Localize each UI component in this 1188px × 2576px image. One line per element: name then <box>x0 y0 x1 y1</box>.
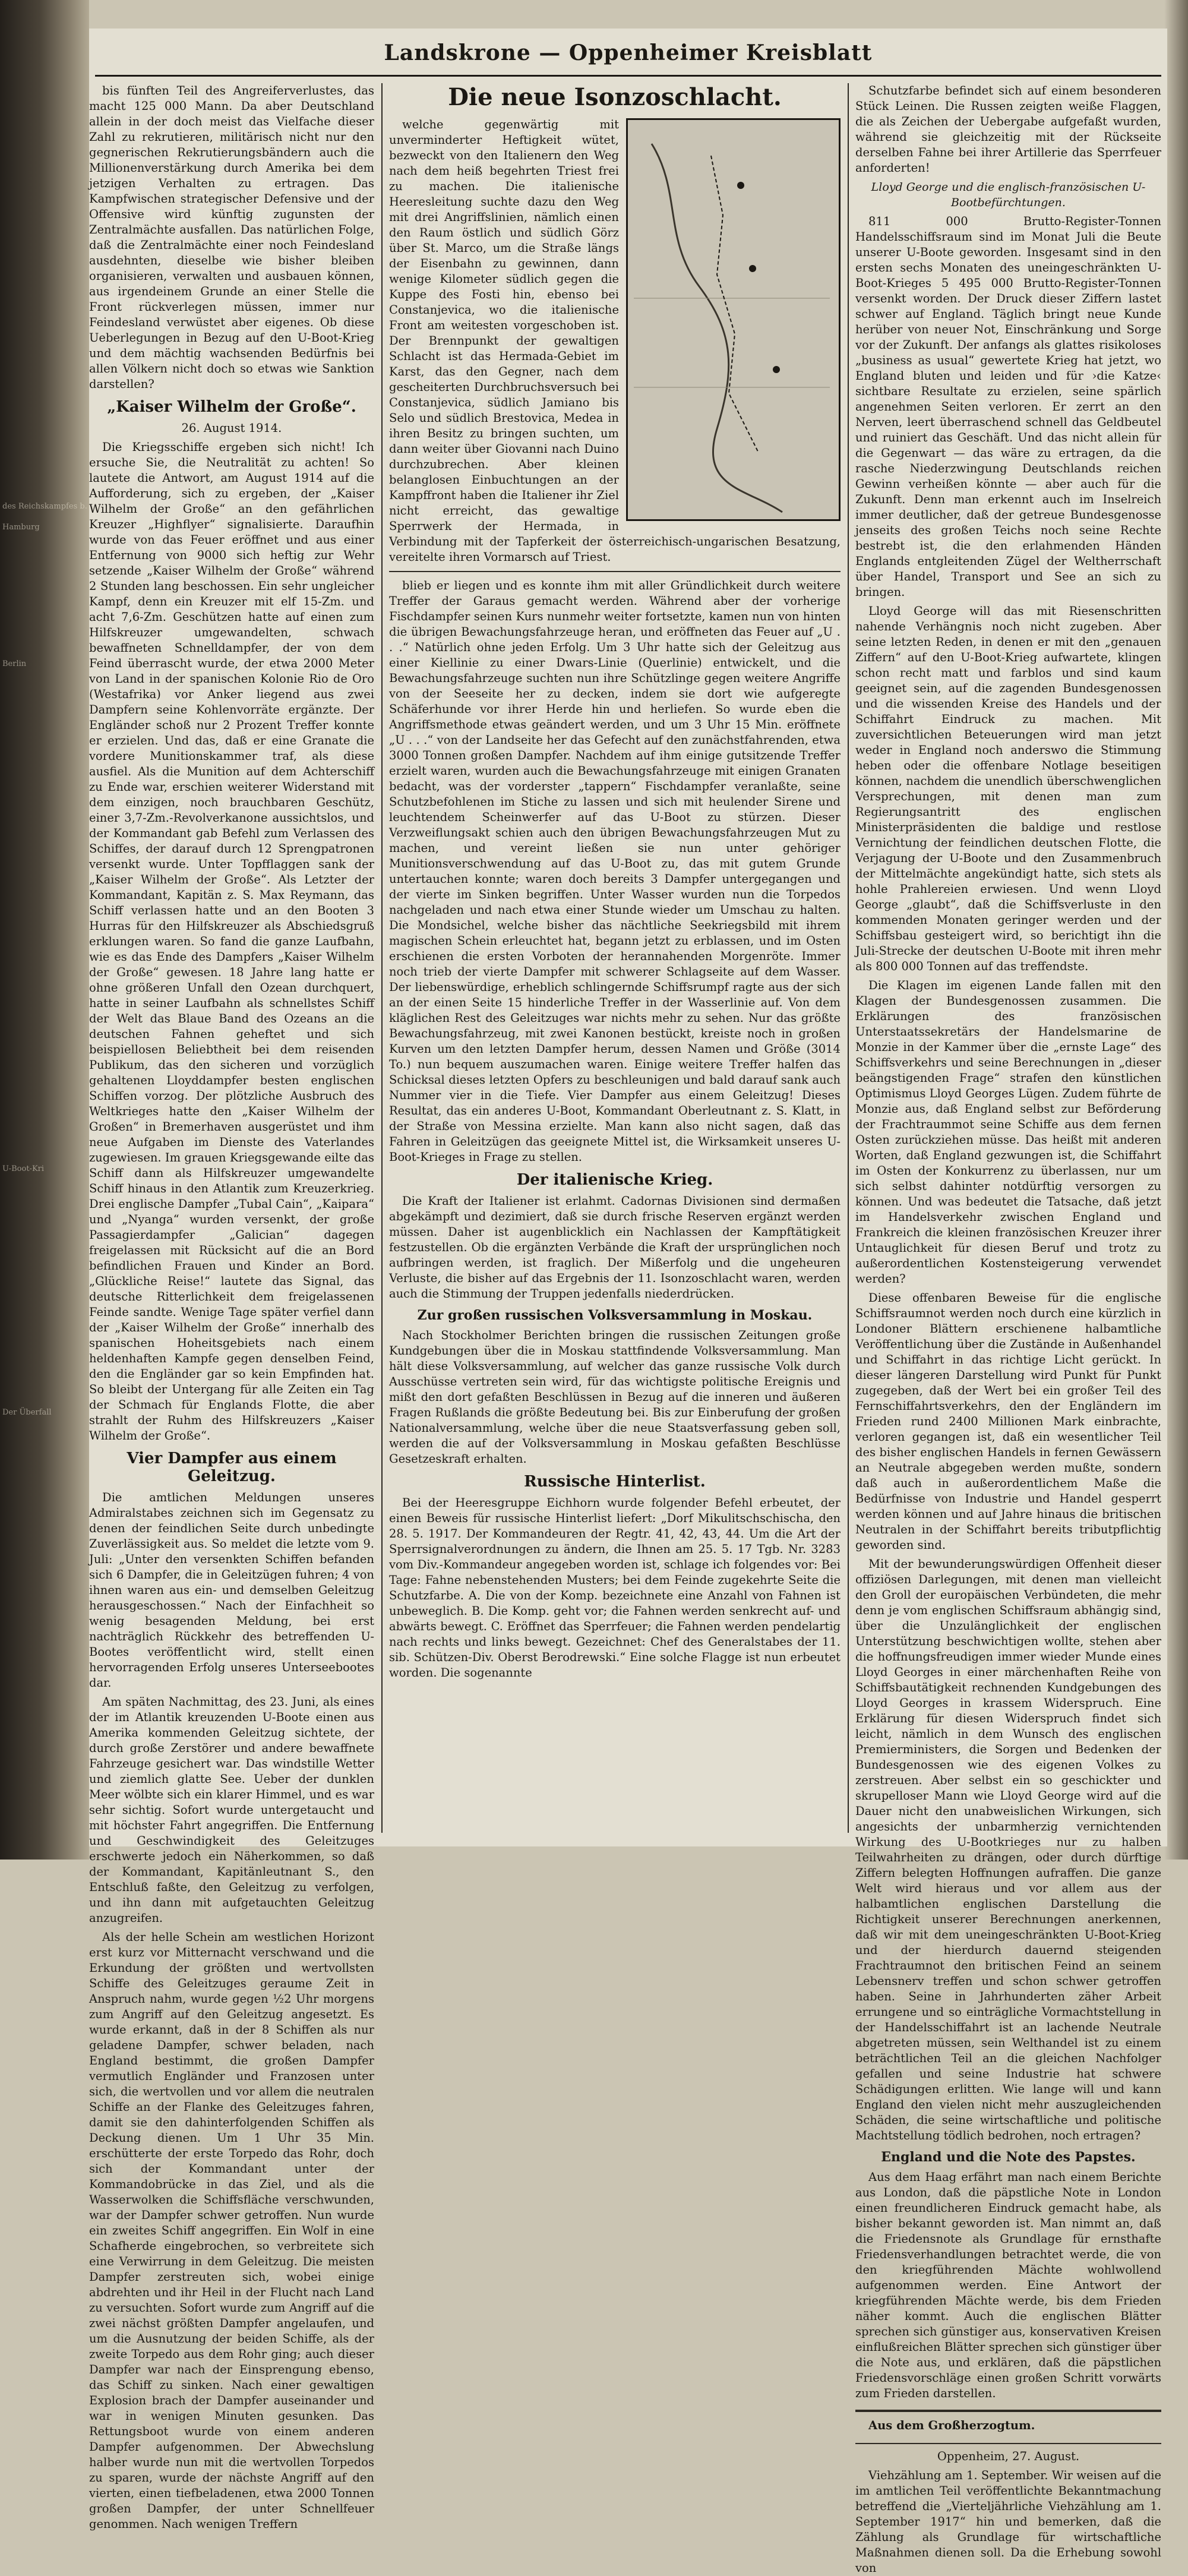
article-paragraph: Bei der Heeresgruppe Eichhorn wurde folgender Befehl erbeutet, der einen Beweis für russische Hinterlist liefert: „Dorf Mikulitschschischa, den 28. 5. 1917. Der Kommandeuren der Regtr. 41, 42, 43, 44. Um die Art der Sperrsignalverordnungen zu ändern, die Ihnen am 25. 5. 17 Tgb. Nr. 3283 vom Div.-Kommandeur angegeben worden ist, schlage ich folgendes vor: Bei Tage: Fahne nebenstehenden Musters; bei dem Feinde zugekehrte Seite die Schutzfarbe. A. Die von der Komp. bezeichnete eine Anzahl von Fahnen ist unbeweglich. B. Die Komp. geht vor; die Fahnen werden senkrecht auf- und abwärts bewegt. C. Eröffnet das Sperrfeuer; die Fahnen werden pendelartig nach rechts und links bewegt. Gezeichnet: Chef des Generalstabes der 11. sib. Schützen-Div. Oberst Berodrewski.“ Eine solche Flagge ist nun erbeutet worden. Die sogenannte <box>389 1496 841 1680</box>
previous-page-line: U-Boot-Kri <box>2 1164 45 1173</box>
article-heading: Der italienische Krieg. <box>516 1171 713 1189</box>
map-town-marker <box>737 182 744 189</box>
regional-section-box <box>855 2410 1161 2444</box>
article-paragraph: Lloyd George will das mit Riesenschritten nahende Verhängnis noch nicht zugeben. Aber seine letzten Reden, in denen er mit den „genauen Ziffern“ auf den U-Boot-Krieg aufwartete, klingen schon recht matt und farblos und sind kaum geeignet sein, auf die zagenden Bundesgenossen und die wissenden Kreise des Handels und der Schiffahrt Eindruck zu machen. Mit zuversichtlichen Beteuerungen wird man jetzt weder in England noch anderswo die Stimmung heben oder die offenbare Notlage beseitigen können, nachdem die unendlich überschwenglichen Versprechungen, mit denen man zum Regierungsantritt des englischen Ministerpräsidenten die baldige und restlose Vernichtung der feindlichen deutschen Flotte, die Verjagung der U-Boote und den Zusammenbruch der Mittelmächte angekündigt hatte, sich stets als hohle Prahlereien erwiesen. Und wenn Lloyd George „glaubt“, daß die Schiffsverluste in den kommenden Monaten geringer werden und der Schiffsbau gesteigert wird, so berichtigt ihn die Juli-Strecke der deutschen U-Boote mit ihren mehr als 800 000 Tonnen auf das treffendste. <box>855 604 1161 973</box>
article-paragraph: Diese offenbaren Beweise für die englische Schiffsraumnot werden noch durch eine kürzlich in Londoner Blättern erschienene halbamtliche Veröffentlichung über die Zustände in Außenhandel und Schiffahrt in das richtige Licht gerückt. In dieser längeren Darstellung wird Punkt für Punkt zugegeben, daß der Wert bei ein großer Teil des Fernschiffahrtsverkehrs, den der Engländern im Frieden rund 2400 Millionen Mark einbrachte, verloren gegangen ist, daß ein wesentlicher Teil des bisher englischen Handels in fernen Gewässern an Neutrale abgegeben werden mußte, sondern daß auch in außerordentlichem Maße die Bedürfnisse von Industrie und Handel gesperrt werden können und auf Jahre hinaus die britischen Neutralen in der Schiffahrt bereits tributpflichtig geworden sind. <box>855 1291 1161 1552</box>
article-paragraph: Die Klagen im eigenen Lande fallen mit den Klagen der Bundesgenossen zusammen. Die Erklärungen des französischen Unterstaatssekretärs der Handelsmarine de Monzie in der Kammer über die „ernste Lage“ des Schiffsverkehrs und seine Berechnungen in „dieser beängstigenden Frage“ strafen den künstlichen Optimismus Lloyd Georges Lügen. Zudem führte de Monzie aus, daß England selbst zur Beförderung der Frachtraummot seine Schiffe aus dem fernen Osten zurückziehen müsse. Das heißt mit anderen Worten, daß England gezwungen ist, die Schiffahrt im Osten der Konkurrenz zu überlassen, nur um sich selbst dahinter notdürftig versorgen zu können. Und was bedeutet die Tatsache, daß jetzt im Handelsverkehr zwischen England und Frankreich die kleinen französischen Kreuzer ihrer Untauglichkeit für diesen Beruf und trotz zu außerordentlichen Kostensteigerung verwendet werden? <box>855 978 1161 1286</box>
article-heading: England und die Note des Papstes. <box>881 2149 1136 2165</box>
article-dateline: Oppenheim, 27. August. <box>937 2449 1080 2463</box>
article-heading: Lloyd George und die englisch-französischen U-Bootbefürchtungen. <box>871 181 1146 209</box>
article-paragraph: Als der helle Schein am westlichen Horizont erst kurz vor Mitternacht verschwand und die Erkundung der größten und wertvollsten Schiffe des Geleitzuges geraume Zeit in Anspruch nahm, wurde gegen ½2 Uhr morgens zum Angriff auf den Geleitzug angesetzt. Es wurde erkannt, daß in der 8 Schiffen als nur geladene Dampfer, schwer beladen, nach England bestimmt, die großen Dampfer vermutlich Engländer und Franzosen unter sich, die wertvollen und vor allem die neutralen Schiffe an der Flanke des Geleitzuges fahren, damit sie den dahinterfolgenden Schiffen als Deckung dienen. Um 1 Uhr 35 Min. erschütterte der erste Torpedo das Rohr, doch sich der Kommandant unter der Kommandobrücke in das Ziel, und als die Wasserwolken die Schiffsfläche verschwunden, war der Dampfer schwer getroffen. Nun wurde ein zweites Schiff angegriffen. Ein Wolf in eine Schafherde eingebrochen, so verbreitete sich eine Verwirrung in dem Geleitzug. Die meisten Dampfer zerstreuten sich, wobei einige abdrehten und ihr Heil in der Flucht nach Land zu versuchten. Sofort wurde zum Angriff auf die zwei nächst größten Dampfer angelaufen, und um die Ausnutzung der beiden Schiffe, als der zweite Torpedo aus dem Rohr ging; auch dieser Dampfer war nach der Einsprengung ebenso, das Schiff zu sinken. Nach einer gewaltigen Explosion brach der Dampfer auseinander und war in wenigen Minuten gesunken. Das Rettungsboot wurde von einem anderen Dampfer aufgenommen. Der Abwechslung halber wurde nun mit die wertvollen Torpedos zu sparen, wurde der nächste Angriff auf den vierten, einen tiefbeladenen, etwa 2000 Tonnen großen Dampfer, der unter Schnellfeuer genommen. Nach wenigen Treffern <box>89 1930 374 2531</box>
previous-page-line: Hamburg <box>2 523 40 532</box>
article-heading: „Kaiser Wilhelm der Große“. <box>107 398 356 416</box>
previous-page-edge <box>0 0 89 1860</box>
previous-page-line: Der Überfall <box>2 1408 52 1417</box>
newspaper-page <box>89 29 1167 2575</box>
article-paragraph: Die Kraft der Italiener ist erlahmt. Cadornas Divisionen sind dermaßen abgekämpft und dezimiert, daß sie durch frische Reserven ergänzt werden müssen. Daher ist augenblicklich ein Nachlassen der Kampftätigkeit festzustellen. Ob die ergänzten Verbände die Kraft der ursprünglichen noch aufbringen werden, ist fraglich. Der Mißerfolg und die ungeheuren Verluste, die bisher auf das Ergebnis der 11. Isonzoschlacht waren, werden auch die Stimmung der Truppen jedenfalls niederdrücken. <box>389 1194 841 1300</box>
article-paragraph: Nach Stockholmer Berichten bringen die russischen Zeitungen große Kundgebungen über die in Moskau stattfindende Volksversammlung. Man hält diese Volksversammlung, auf welcher das ganze russische Volk durch Ausschüsse vertreten sein wird, für das wichtigste politische Ereignis und mißt den dort gefaßten Beschlüssen in Bezug auf die inneren und äußeren Fragen Rußlands die größte Bedeutung bei. Bis zur Einberufung der großen Nationalversammlung, welche über die neue Staatsverfassung geben soll, werden die auf der Volksversammlung in Moskau gefaßten Beschlüsse Gesetzeskraft erhalten. <box>389 1328 841 1466</box>
article-paragraph: Die Kriegsschiffe ergeben sich nicht! Ich ersuche Sie, die Neutralität zu achten! So lautete die Antwort, am August 1914 auf die Aufforderung, sich zu ergeben, der „Kaiser Wilhelm der Große“ an den gefährlichen Kreuzer „Highflyer“ signalisierte. Daraufhin wurde von das Feuer eröffnet und aus einer Entfernung von 9000 sich heftig zur Wehr setzende „Kaiser Wilhelm der Große“ während 2 Stunden lang beschossen. Ein sehr ungleicher Kampf, denn ein Kreuzer mit elf 15-Zm. und acht 7,6-Zm. Geschützen hatte auf einen zum Hilfskreuzer umgewandelten, schwach bewaffneten Schnelldampfer, der von dem Feind überrascht wurde, der etwa 2000 Meter von Land in der spanischen Kolonie Rio de Oro (Westafrika) vor Anker liegend aus zwei Dampfern seine Kohlenvorräte ergänzte. Der Engländer schoß nur 2 Prozent Treffer konnte er erzielen. Und das, daß er eine Granate die vordere Munitionskammer traf, als diese ausfiel. Als die Munition auf dem Achterschiff zu Ende war, erschien weiterer Widerstand mit dem einzigen, noch brauchbaren Geschütz, einer 3,7-Zm.-Revolverkanone aussichtslos, und der Kommandant gab Befehl zum Verlassen des Schiffes, der darauf durch 12 Sprengpatronen versenkt wurde. Unter Topfflaggen sank der „Kaiser Wilhelm der Große“. Als Letzter der Kommandant, Kapitän z. S. Max Reymann, das Schiff verlassen hatte und an den Booten 3 Hurras für den Hilfskreuzer als Abschiedsgruß erklungen waren. So fand die ganze Laufbahn, wie es das Ende des Dampfers „Kaiser Wilhelm der Große“ gewesen. 18 Jahre lang hatte er ohne größeren Unfall den Ozean durchquert, hatte in seiner Laufbahn als schnellstes Schiff der Welt das Blaue Band des Ozeans an die deutschen Fahnen geheftet und sich beispiellosen Beliebtheit bei dem reisenden Publikum, das den sicheren und vorzüglich gehaltenen Lloyddampfer besten englischen Schiffen vorzog. Der plötzliche Ausbruch des Weltkrieges hatte den „Kaiser Wilhelm der Großen“ in Bremerhaven ausgerüstet und ihm neue Aufgaben im Dienste des Vaterlandes zugewiesen. Im grauen Kriegsgewande eilte das Schiff dann als Hilfskreuzer umgewandelte Schiff hinaus in den Atlantik zum Kreuzerkrieg. Drei englische Dampfer „Tubal Cain“, „Kaipara“ und „Nyanga“ wurden versenkt, der große Passagierdampfer „Galician“ dagegen freigelassen mit Rücksicht auf die an Bord befindlichen Frauen und Kinder an Bord. „Glückliche Reise!“ lautete das Signal, das deutsche Ritterlichkeit dem freigelassenen Feinde sandte. Wenige Tage später verfiel dann der „Kaiser Wilhelm der Große“ innerhalb des spanischen Hoheitsgebiets nach einem heldenhaften Kampfe gegen denselben Feind, den die Engländer gar so kein Empfinden hat. So bleibt der Untergang für alle Zeiten ein Tag der Schmach für Englands Flotte, die aber strahlt der Ruhm des Hilfskreuzers „Kaiser Wilhelm der Große“. <box>89 440 374 1442</box>
column-rule <box>381 83 383 1833</box>
article-paragraph: Die amtlichen Meldungen unseres Admiralstabes zeichnen sich im Gegensatz zu denen der feindlichen Seite durch unbedingte Zuverlässigkeit aus. So meldet die letzte vom 9. Juli: „Unter den versenkten Schiffen befanden sich 6 Dampfer, die in Geleitzügen fuhren; 4 von ihnen waren aus ein- und demselben Geleitzug herausgeschossen.“ Nach der Einfachheit so wenig besagenden Meldung, bei erst nachträglich Rückkehr des betreffenden U-Bootes veröffentlicht wird, stellt einen hervorragenden Erfolg unseres Unterseebootes dar. <box>89 1491 374 1690</box>
section-title: Aus dem Großherzogtum. <box>868 2419 1035 2432</box>
page-edge-shadow <box>1164 0 1188 1860</box>
column-rule <box>848 83 849 1833</box>
section-rule <box>389 571 841 572</box>
article-heading: Vier Dampfer aus einem Geleitzug. <box>127 1450 337 1485</box>
article-paragraph: Mit der bewunderungswürdigen Offenheit dieser offiziösen Darlegungen, mit denen man vielleicht den Groll der europäischen Verbündeten, die mehr denn je vom englischen Schiffsraum abhängig sind, über die Unzulänglichkeit der englischen Unterstützung beschwichtigen wollte, stehen aber die hoffnungsfreudigen immer wieder Munde eines Lloyd Georges in einer märchenhaften Reihe von Schiffsbautätigkeit rechnenden Kundgebungen des Lloyd Georges in krassem Widerspruch. Eine Erklärung für diesen Widerspruch findet sich leicht, nämlich in dem Wunsch des englischen Premierministers, die Sorgen und Bedenken der Bundesgenossen wie des eigenen Volkes zu zerstreuen. Aber selbst ein so geschickter und skrupelloser Mann wie Lloyd George wird auf die Dauer nicht den unabweislichen Wirkungen, sich angesichts der unbarmherzig vernichtenden Wirkung des U-Bootkrieges nur zu halben Teilwahrheiten zu drängen, oder durch dürftige Ziffern belegten Hoffnungen aufraffen. Die ganze Welt wird hieraus und vor allem aus der halbamtlichen englischen Darstellung die Richtigkeit unserer Berechnungen anerkennen, daß wir mit dem uneingeschränkten U-Boot-Krieg und der hierdurch dauernd steigenden Frachtraumnot den britischen Feind an seinem Lebensnerv treffen und schon schwer getroffen haben. Seine in Jahrhunderten zäher Arbeit errungene und so einträgliche Vormachtstellung in der Handelsschiffahrt ist an lachende Neutrale abgetreten müssen, sein Welthandel ist zu einem beträchtlichen Teil an die gleichen Nachfolger gefallen und seine Industrie hat schwere Schädigungen erlitten. Wie lange will und kann England den vielen nicht mehr auszugleichenden Schäden, die seine wirtschaftliche und politische Machtstellung tödlich bedrohen, noch ertragen? <box>855 1557 1161 2142</box>
article-paragraph: welche gegenwärtig mit unverminderter Heftigkeit wütet, bezweckt von den Italienern den Weg nach dem heiß begehrten Triest frei zu machen. Die italienische Heeresleitung suchte dazu den Weg mit drei Angriffslinien, nämlich einen den Raum östlich und südlich Görz über St. Marco, um die Straße längs der Eisenbahn zu gewinnen, dann wenige Kilometer südlich gegen die Kuppe des Fosti hin, ebenso bei Constanjevica, wo die italienische Front am weitesten vorgeschoben ist. Der Brennpunkt der gewaltigen Schlacht ist das Hermada-Gebiet im Karst, das den Gegner, nach dem gescheiterten Durchbruchsversuch bei Constanjevica, südlich Jamiano bis Selo und südlich Brestovica, Medea in ihren Besitz zu bringen suchten, um dann weiter über Giovanni nach Duino durchzubrechen. Aber kleinen belanglosen Einbuchtungen an der Kampffront haben die Italiener ihr Ziel nicht erreicht, das gewaltige Sperrwerk der Hermada, in Verbindung mit der Tapferkeit der österreichisch-ungarischen Besatzung, vereitelte ihren Vormarsch auf Triest. <box>389 118 841 564</box>
article-paragraph: bis fünften Teil des Angreiferverlustes, das macht 125 000 Mann. Da aber Deutschland allein in der doch meist das Vielfache dieser Zahl zu rekrutieren, militärisch nicht nur den gegnerischen Rekrutierungsbändern auch die Millionenverstärkung durch Amerika bei dem jetzigen Verhalten zu ertragen. Das Kampfwischen strategischer Defensive und der Offensive wird künftig zugunsten der Zentralmächte ausfallen. Das natürlichen Folge, daß die Zentralmächte einer noch Feindesland ausdehnten, dieselbe wie bisher bleiben organisieren, verwalten und ausbauen können, aus irgendeinem Grunde an einer Stelle die Front rückverlegen müssen, immer nur Feindesland verwüstet aber eigenes. Ob diese Ueberlegungen in Bezug auf den U-Boot-Krieg und dem mächtig wachsenden Bedürfnis bei allen Völkern nicht doch so etwas wie Sanktion darstellen? <box>89 84 374 391</box>
article-paragraph: Schutzfarbe befindet sich auf einem besonderen Stück Leinen. Die Russen zeigten weiße Flaggen, die als Zeichen der Uebergabe aufgefaßt wurden, während sie gleichzeitig mit der Rückseite derselben Fahne bei ihrer Artillerie das Sperrfeuer anforderten! <box>855 84 1161 175</box>
column-2 <box>389 83 841 1833</box>
article-paragraph: Aus dem Haag erfährt man nach einem Berichte aus London, daß die päpstliche Note in London einen freundlicheren Eindruck gemacht habe, als bisher bekannt geworden ist. Man nimmt an, daß die Friedensnote als Grundlage für ernsthafte Friedensverhandlungen betrachtet werde, die von den kriegführenden Mächte wohlwollend aufgenommen werden. Eine Antwort der kriegführenden Mächte werde, bis dem Frieden näher kommt. Auch die englischen Blätter sprechen sich günstiger aus, konservativen Kreisen einflußreichen Blätter sprechen sich günstiger über die Note aus, und erklären, daß die päpstlichen Friedensvorschläge einen großen Schritt vorwärts zum Frieden darstellen. <box>855 2170 1161 2400</box>
masthead-rule <box>95 75 1161 77</box>
article-heading: Zur großen russischen Volksversammlung in Moskau. <box>417 1308 813 1323</box>
map-background <box>628 120 839 519</box>
map-town-marker <box>749 265 756 272</box>
article-date: 26. August 1914. <box>181 421 282 435</box>
isonzo-map-image <box>626 118 841 521</box>
article-heading: Russische Hinterlist. <box>524 1473 706 1491</box>
column-1 <box>89 83 374 2531</box>
column-3 <box>855 83 1161 2575</box>
article-title-isonzo: Die neue Isonzoschlacht. <box>448 83 782 111</box>
article-paragraph: 811 000 Brutto-Register-Tonnen Handelsschiffsraum sind im Monat Juli die Beute unserer U-Boote geworden. Insgesamt sind in den ersten sechs Monaten des uneingeschränkten U-Boot-Krieges 5 495 000 Brutto-Register-Tonnen versenkt worden. Der Druck dieser Ziffern lastet schwer auf England. Täglich bringt neue Kunde herüber von neuer Not, Einschränkung und Sorge vor der Zukunft. Der anfangs als glattes risikoloses „business as usual“ gewertete Krieg hat jetzt, wo England bluten und leiden und für ›die Katze‹ sichtbare Resultate zu erzielen, seine spärlich angenehmen Seiten verloren. Er zerrt an den Nerven, leert überraschend schnell das Geldbeutel und ruiniert das Geschäft. Und das nicht allein für die Gegenwart — das wäre zu ertragen, da die rasche Niederzwingung Deutschlands reichen Gewinn verheißen könnte — aber auch für die Zukunft. Denn man erkennt auch im Inselreich immer deutlicher, daß der getreue Bundesgenosse jenseits des großen Teichs noch seine Rechte bestrebt ist, die den erlahmenden Händen Englands entgleitenden Zügel der Weltherrschaft über Handel, Transport und See an sich zu bringen. <box>855 214 1161 599</box>
previous-page-line: des Reichskampfes b. <box>2 502 87 511</box>
masthead-title: Landskrone — Oppenheimer Kreisblatt <box>384 40 873 65</box>
map-town-marker <box>773 366 780 373</box>
article-paragraph: Am späten Nachmittag, des 23. Juni, als eines der im Atlantik kreuzenden U-Boote einen aus Amerika kommenden Geleitzug sichtete, der durch große Zerstörer und andere bewaffnete Fahrzeuge gesichert war. Das windstille Wetter und ziemlich glatte See. Ueber der dunklen Meer wölbte sich ein klarer Himmel, und es war sehr sichtig. Sofort wurde untergetaucht und mit höchster Fahrt angegriffen. Die Entfernung und Geschwindigkeit des Geleitzuges erschwerte jedoch ein Näherkommen, so daß der Kommandant, Kapitänleutnant S., den Entschluß faßte, den Geleitzug zu verfolgen, und ihn dann mit aufgetauchten Geleitzug anzugreifen. <box>89 1695 374 1925</box>
previous-page-line: Berlin <box>2 659 27 668</box>
article-paragraph: Viehzählung am 1. September. Wir weisen auf die im amtlichen Teil veröffentlichte Bekanntmachung betreffend die „Vierteljährliche Viehzählung am 1. September 1917“ hin und bemerken, daß die Zählung als Grundlage für wirtschaftliche Maßnahmen dienen soll. Da die Erhebung sowohl von <box>855 2468 1161 2575</box>
article-paragraph: blieb er liegen und es konnte ihm mit aller Gründlichkeit durch weitere Treffer der Garaus gemacht werden. Während aber der vorherige Fischdampfer seinen Kurs nunmehr weiter fortsetzte, kamen nun von hinten die übrigen Bewachungsfahrzeuge heran, und eröffneten das Feuer auf „U . . .“ Natürlich ohne jeden Erfolg. Um 3 Uhr hatte sich der Geleitzug aus einer Kiellinie zu einer Dwars-Linie (Querlinie) entwickelt, und die Bewachungsfahrzeuge suchten nun ihre Schützlinge gegen weitere Angriffe von der Seeseite her zu decken, indem sie dort wie aufgeregte Schäferhunde vor ihrer Herde hin und herliefen. So wurde eben die Angriffsmethode etwas geändert werden, und um 3 Uhr 15 Min. eröffnete „U . . .“ von der Landseite her das Gefecht auf den zunächstfahrenden, etwa 3000 Tonnen großen Dampfer. Nachdem auf ihm einige gutsitzende Treffer erzielt waren, wurden auch die Bewachungsfahrzeuge mit einigen Granaten bedacht, was der vorderster „tappern“ Fischdampfer veranlaßte, seine Schutzbefohlenen im Stiche zu lassen und sich mit heulender Sirene und leuchtendem Scheinwerfer auf das U-Boot zu stürzen. Dieser Verzweiflungsakt schien auch den übrigen Bewachungsfahrzeugen Mut zu machen, und vereint ließen sie nun unter gehöriger Munitionsverschwendung auf das U-Boot zu, das mit gutem Grunde untertauchen konnte; waren doch bereits 3 Dampfer untergegangen und der vierte im Sinken begriffen. Unter Wasser wurden nun die Torpedos nachgeladen und nach etwa einer Stunde wieder um Umschau zu halten. Die Mondsichel, welche bisher das nächtliche Seekriegsbild mit ihrem magischen Schein erleuchtet hat, begann jetzt zu erblassen, und im Osten erschienen die ersten Vorboten der herannahenden Morgenröte. Immer noch trieb der vierte Dampfer mit schwerer Schlagseite auf dem Wasser. Der liebenswürdige, erheblich schlingernde Schiffsrumpf ragte aus der sich an der einen Seite 15 hinderliche Treffer in der Wasserlinie auf. Von dem kläglichen Rest des Geleitzuges war nichts mehr zu sehen. Nur das größte Bewachungsfahrzeug, mit zwei Kanonen bestückt, kreiste noch in großen Kurven um den letzten Dampfer herum, dessen Namen und Größe (3014 To.) nun bequem auszumachen waren. Einige weitere Treffer halfen das Schicksal dieses letzten Opfers zu beschleunigen und bald darauf sank auch Nummer vier in die Tiefe. Vier Dampfer aus einem Geleitzug! Dieses Resultat, das ein anderes U-Boot, Kommandant Oberleutnant z. S. Klatt, in der Straße von Messina erzielte. Man kann also nicht sagen, daß das Fahren in Geleitzügen das geeignete Mittel ist, die Wirksamkeit unseres U-Boot-Krieges in Frage zu stellen. <box>389 579 841 1164</box>
